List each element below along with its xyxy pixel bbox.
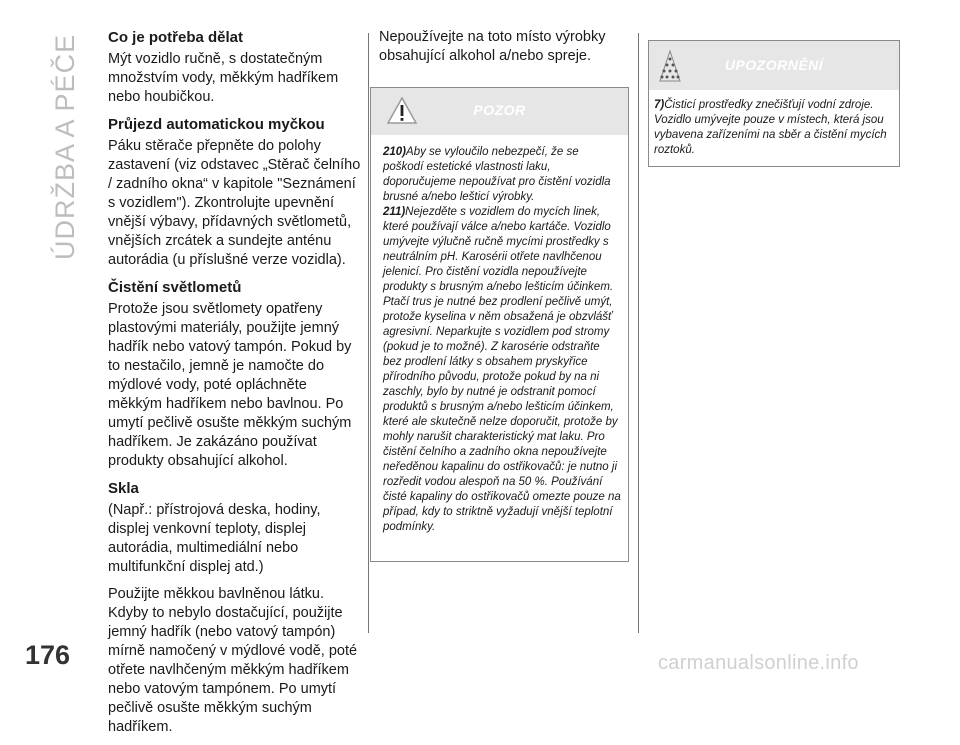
- notice-header: [649, 41, 899, 90]
- section-heading-what-to-do: Co je potřeba dělat: [108, 29, 244, 46]
- section-heading-headlights: Čistění světlometů: [108, 279, 242, 296]
- section-text-glass-instructions: Použijte měkkou bavlněnou látku. Kdyby to nebylo dostačující, použijte jemný hadřík (nebo vatový tampón) mírně namočený v mýdlové vodě, poté otřete navlhčeným měkkým hadříkem nebo vatovým tampónem. Po umytí pečlivě osušte měkkým suchým hadříkem.: [108, 586, 358, 735]
- chapter-side-title: [50, 30, 90, 260]
- warning-ref-210: 210): [383, 146, 407, 158]
- notice-body: [649, 90, 899, 158]
- notice-title: UPOZORNĚNÍ: [724, 57, 824, 73]
- chapter-title-text: ÚDRŽBA A PÉČE: [50, 33, 80, 260]
- watermark-text: carmanualsonline.info: [658, 652, 859, 674]
- warning-header: [371, 88, 628, 135]
- warning-body: [371, 135, 628, 535]
- section-text-glass-examples: (Např.: přístrojová deska, hodiny, displej venkovní teploty, displej autorádia, multimediální nebo multifunkční displej atd.): [108, 502, 321, 575]
- section-text-car-wash: Páku stěrače přepněte do polohy zastavení (viz odstavec „Stěrač čelního / zadního okna“ v kapitole "Seznámení s vozidlem"). Zkontrolujte upevnění vnější výbavy, přídavných světlometů, vnějších zrcátek a sundejte anténu autorádia (u příslušné verze vozidla).: [108, 138, 361, 268]
- notice-text: Čisticí prostředky znečišťují vodní zdroje. Vozidlo umývejte pouze v místech, která jsou vybavena zařízeními na sběr a čistění mycích roztoků.: [654, 99, 887, 156]
- warning-text-210: Aby se vyloučilo nebezpečí, že se poškodí estetické vlastnosti laku, doporučujeme nepoužívat pro čistění vozidla brusné a/nebo lešticí výrobky.: [383, 146, 611, 203]
- warning-text-211: Nejezděte s vozidlem do mycích linek, které používají válce a/nebo kartáče. Vozidlo umývejte výlučně ručně mycími prostředky s neutrálním pH. Karosérii otřete navlhčenou jelenicí. Pro čistění vozidla nepoužívejte produkty s brusným a/nebo lešticím účinkem. Ptačí trus je nutné bez prodlení pečlivě umýt, protože kyselina v něm obsažená je obzvlášť agresivní. Neparkujte s vozidlem pod stromy (pokud je to možné). Z karosérie odstraňte bez prodlení látky s obsahem pryskyřice přírodního původu, protože pokud by na ni zaschly, bylo by nutné je odstranit pomocí produktů s brusným a/nebo lešticím účinkem, které ale skutečně nelze doporučit, protože by mohly narušit charakteristický mat laku. Pro čistění čelního a zadního okna nepoužívejte neředěnou kapalinu do ostřikovačů: je nutno ji rozředit vodou alespoň na 50 %. Používání čisté kapaliny do ostřikovačů omezte pouze na případ, kdy to striktně vyžadují vnější teplotní podmínky.: [383, 206, 621, 533]
- notice-ref-7: 7): [654, 99, 665, 111]
- environment-notice-box: [648, 40, 900, 167]
- section-text-what-to-do: Mýt vozidlo ručně, s dostatečným množstvím vody, měkkým hadříkem nebo houbičkou.: [108, 51, 339, 105]
- warning-title: POZOR: [473, 102, 526, 118]
- page-number: 176: [25, 640, 71, 670]
- warning-box: [370, 87, 629, 562]
- warning-ref-211: 211): [383, 206, 406, 218]
- section-text-headlights: Protože jsou světlomety opatřeny plastovými materiály, použijte jemný hadřík nebo vatový tampón. Pokud by to nestačilo, jemně je namočte do mýdlové vody, poté opláchněte měkkým hadříkem nebo bavlnou. Po umytí pečlivě osušte měkkým suchým hadříkem. Je zakázáno používat produkty obsahující alkohol.: [108, 301, 352, 469]
- section-heading-car-wash: Průjezd automatickou myčkou: [108, 116, 325, 133]
- column-divider-left: [368, 33, 369, 633]
- column-divider-right: [638, 33, 639, 633]
- section-heading-glass: Skla: [108, 480, 139, 497]
- middle-intro-text: Nepoužívejte na toto místo výrobky obsahující alkohol a/nebo spreje.: [379, 29, 606, 64]
- middle-column: [379, 28, 629, 66]
- left-column: [108, 28, 363, 745]
